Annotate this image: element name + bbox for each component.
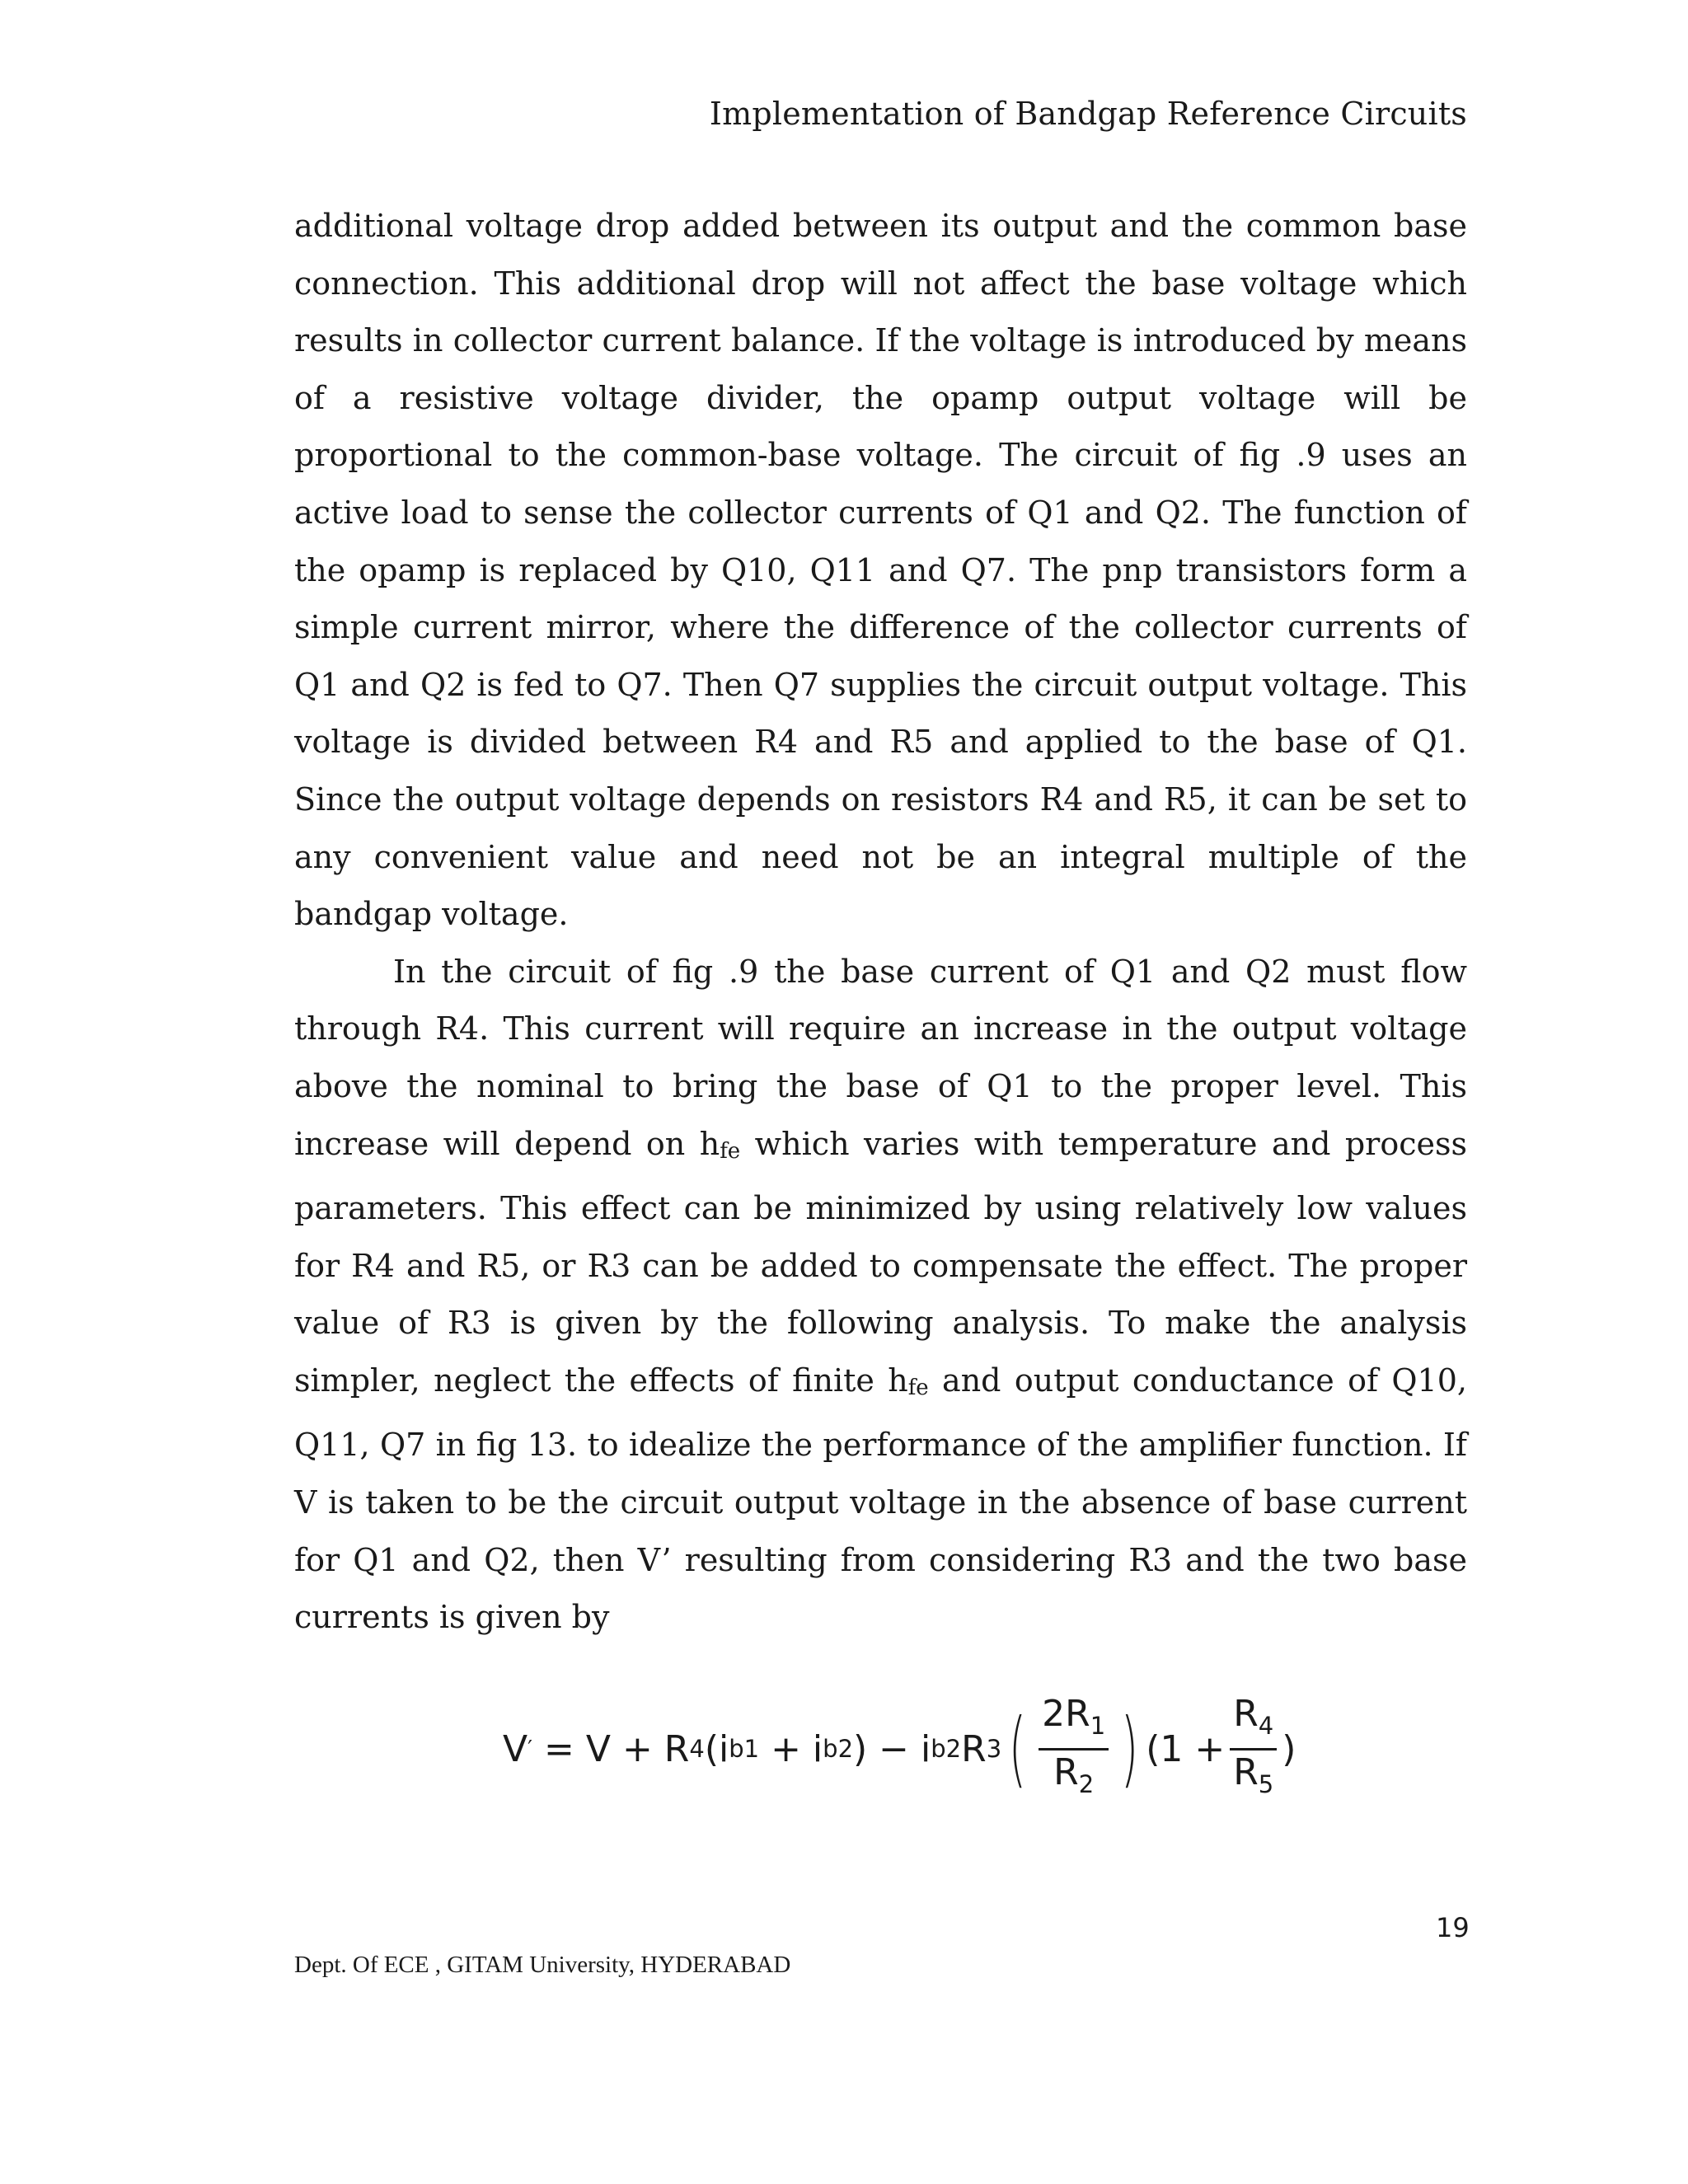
eq-ib-close-minus: ) − i — [853, 1727, 931, 1770]
body-text — [294, 198, 1467, 1647]
eq-one-plus: (1 + — [1146, 1727, 1226, 1770]
eq-frac2-numerator — [1230, 1692, 1277, 1750]
eq-ib-plus: + i — [759, 1727, 823, 1770]
eq-final-close: ) — [1282, 1727, 1296, 1770]
eq-paren-close: ) — [1120, 1700, 1139, 1797]
eq-frac1-numerator — [1039, 1692, 1109, 1750]
eq-lhs-prime: ′ — [528, 1736, 533, 1761]
eq-frac1-num-sub: 1 — [1090, 1711, 1106, 1740]
eq-ib2b-sub: b2 — [931, 1735, 962, 1763]
eq-ib2-sub: b2 — [823, 1735, 854, 1763]
hfe-subscript: fe — [907, 1375, 929, 1400]
eq-r4-sub: 4 — [689, 1735, 705, 1763]
paragraph-2-part-2: which varies with temperature and process parameters. This effect can be minimized by using relatively low values for R4 and R5, or R3 can be added to compensate the effect. The proper value of R3 is given by the following analysis. To make the analysis simpler, neglect the effects of finite h — [294, 1125, 1467, 1399]
eq-frac2-den-text: R — [1233, 1750, 1259, 1793]
eq-ib-open: (i — [704, 1727, 729, 1770]
eq-frac1-den-text: R — [1053, 1750, 1079, 1793]
eq-paren-open: ( — [1008, 1700, 1027, 1797]
eq-r3: R — [961, 1727, 987, 1770]
eq-frac2-denominator — [1230, 1750, 1277, 1807]
eq-r4: R — [663, 1727, 690, 1770]
eq-fraction-r4-r5 — [1230, 1692, 1277, 1807]
output-voltage-equation — [503, 1691, 1296, 1807]
eq-lhs: V — [503, 1727, 528, 1770]
page-number: 19 — [1436, 1912, 1470, 1943]
eq-ib1-sub: b1 — [729, 1735, 760, 1763]
eq-frac1-num-text: 2R — [1042, 1692, 1090, 1735]
eq-frac1-denominator — [1050, 1750, 1097, 1807]
eq-frac1-den-sub: 2 — [1078, 1769, 1095, 1798]
eq-fraction-2r1-r2 — [1039, 1692, 1109, 1807]
paragraph-1: additional voltage drop added between its output and the common base connection. This additional drop will not affect the base voltage which results in collector current balance. If the voltage is introduced by means of a resistive voltage divider, the opamp output voltage will be proportional to the common-base voltage. The circuit of fig .9 uses an active load to sense the collector currents of Q1 and Q2. The function of the opamp is replaced by Q10, Q11 and Q7. The pnp transistors form a simple current mirror, where the difference of the collector currents of Q1 and Q2 is fed to Q7. Then Q7 supplies the circuit output voltage. This voltage is divided between R4 and R5 and applied to the base of Q1. Since the output voltage depends on resistors R4 and R5, it can be set to any convenient value and need not be an integral multiple of the bandgap voltage. — [294, 208, 1467, 933]
eq-frac2-num-text: R — [1233, 1692, 1259, 1735]
paragraph-2-part-3: and output conductance of Q10, Q11, Q7 in fig 13. to idealize the performance of the amplifier function. If V is taken to be the circuit output voltage in the absence of base current for Q1 and Q2, then V’ resulting from considering R3 and the two base currents is given by — [294, 1361, 1467, 1636]
eq-equals-v-plus: = V + — [532, 1727, 664, 1770]
paragraph-2 — [294, 944, 1467, 1647]
running-header: Implementation of Bandgap Reference Circuits — [709, 96, 1467, 132]
eq-frac2-den-sub: 5 — [1258, 1769, 1274, 1798]
page-footer: Dept. Of ECE , GITAM University, HYDERABAD — [294, 1952, 791, 1978]
paragraph-2-part-1: In the circuit of fig .9 the base current of Q1 and Q2 must flow through R4. This current will require an increase in the output voltage above the nominal to bring the base of Q1 to the proper level. This increase will depend on h — [294, 953, 1467, 1162]
eq-frac2-num-sub: 4 — [1258, 1711, 1274, 1740]
eq-r3-sub: 3 — [986, 1735, 1002, 1763]
hfe-subscript: fe — [720, 1138, 741, 1164]
